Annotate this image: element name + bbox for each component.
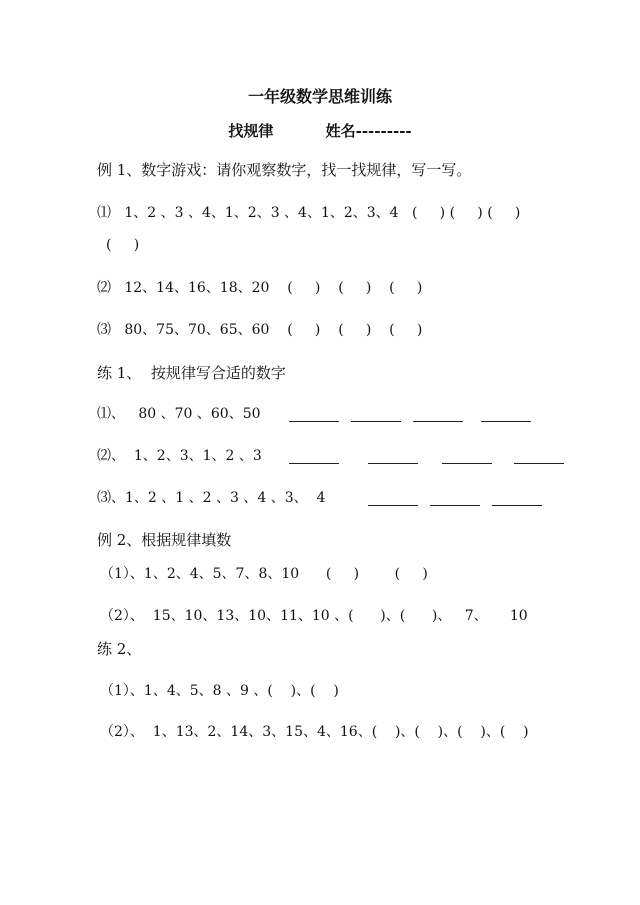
example1-item-2: ⑵ 12、14、16、18、20 ( ) ( ) ( ) — [97, 280, 423, 296]
subtitle-topic: 找规律 — [228, 122, 274, 140]
practice1-item-2: ⑵、 1、2、3、1、2 、3 — [97, 448, 262, 464]
example2-item-2: （2）、 15、10、13、10、11、10 、( )、( )、 7、 10 — [100, 608, 528, 624]
page-subtitle — [0, 121, 640, 141]
example2-item-1: （1）、1、2、4、5、7、8、10 ( ) ( ) — [100, 566, 428, 582]
practice1-item-1: ⑴、 80 、70 、60、50 — [97, 406, 261, 422]
page-title: 一年级数学思维训练 — [247, 87, 392, 106]
answer-blank[interactable] — [430, 505, 480, 506]
practice1-item-3: ⑶、1、2 、1 、2 、3 、4 、3、 4 — [97, 490, 326, 506]
practice2-item-1: （1）、1、4、5、8 、9 、( )、( ) — [100, 683, 339, 699]
practice1-heading: 练 1、 按规律写合适的数字 — [97, 364, 286, 382]
answer-blank[interactable] — [368, 463, 418, 464]
practice2-item-2: （2）、 1、13、2、14、3、15、4、16、( )、( )、( )、( ) — [100, 724, 529, 740]
answer-blank[interactable] — [368, 505, 418, 506]
answer-blank[interactable] — [289, 421, 339, 422]
answer-blank[interactable] — [442, 463, 492, 464]
example2-heading: 例 2、根据规律填数 — [97, 531, 232, 549]
name-field-label: 姓名--------- — [325, 122, 412, 140]
practice2-heading: 练 2、 — [97, 640, 142, 658]
answer-blank[interactable] — [289, 463, 339, 464]
example1-item-1: ⑴ 1、2 、3 、4、1、2、3 、4、1、2、3、4 ( ) ( ) ( ) — [97, 205, 521, 221]
answer-blank[interactable] — [514, 463, 564, 464]
example1-item-3: ⑶ 80、75、70、65、60 ( ) ( ) ( ) — [97, 322, 423, 338]
answer-blank[interactable] — [413, 421, 463, 422]
example1-heading: 例 1、数字游戏：请你观察数字，找一找规律，写一写。 — [97, 161, 472, 179]
answer-blank[interactable] — [351, 421, 401, 422]
example1-item-1-continued: ( ) — [106, 237, 140, 253]
answer-blank[interactable] — [481, 421, 531, 422]
answer-blank[interactable] — [492, 505, 542, 506]
